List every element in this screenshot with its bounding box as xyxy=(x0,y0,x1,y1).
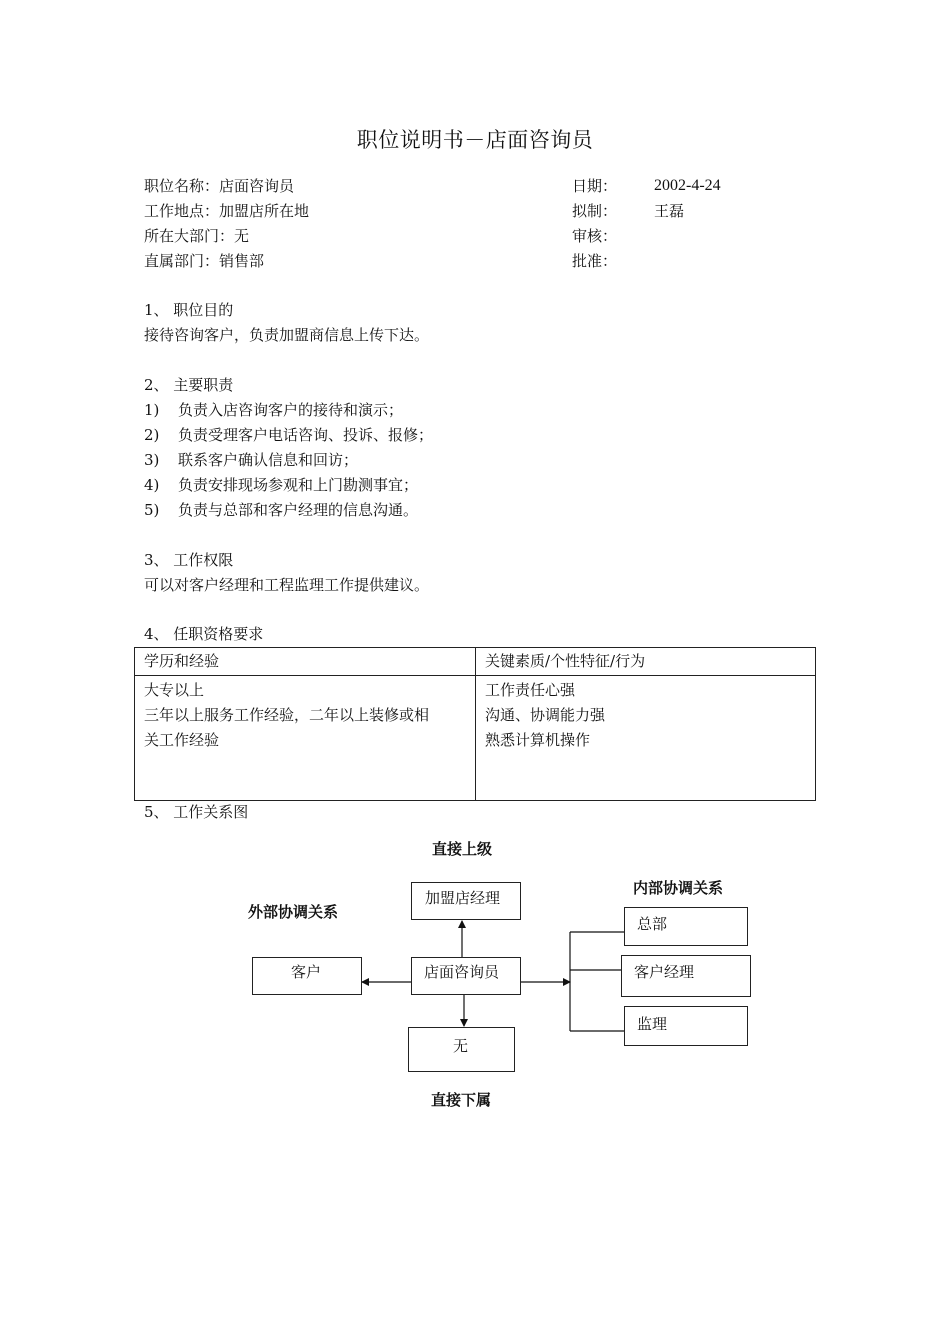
duty-text: 负责安排现场参观和上门勘测事宜； xyxy=(178,476,419,494)
superior-box: 加盟店经理 xyxy=(411,882,521,920)
table-header-education: 学历和经验 xyxy=(135,648,476,676)
quality-line: 熟悉计算机操作 xyxy=(485,731,591,749)
superior-label: 直接上级 xyxy=(432,840,493,858)
education-line: 三年以上服务工作经验，二年以上装修或相 xyxy=(144,706,430,724)
internal-box-customer-manager: 客户经理 xyxy=(621,955,751,997)
info-department: 所在大部门：无 xyxy=(144,227,250,245)
info-direct-department: 直属部门：销售部 xyxy=(144,252,265,270)
education-line: 大专以上 xyxy=(144,681,205,699)
quality-line: 沟通、协调能力强 xyxy=(485,706,606,724)
section3-text: 可以对客户经理和工程监理工作提供建议。 xyxy=(144,576,430,594)
center-position-box: 店面咨询员 xyxy=(411,957,521,995)
quality-line: 工作责任心强 xyxy=(485,681,576,699)
info-work-location: 工作地点：加盟店所在地 xyxy=(144,202,310,220)
internal-relations-label: 内部协调关系 xyxy=(633,879,724,897)
section1-heading: 1、 职位目的 xyxy=(144,301,234,319)
duty-text: 负责与总部和客户经理的信息沟通。 xyxy=(178,501,419,519)
internal-box-headquarters: 总部 xyxy=(624,907,748,946)
duty-number: 1) xyxy=(144,401,160,419)
info-position-name: 职位名称：店面咨询员 xyxy=(144,177,295,195)
duty-text: 负责受理客户电话咨询、投诉、报修； xyxy=(178,426,434,444)
external-customer-box: 客户 xyxy=(252,957,362,995)
info-date-label: 日期： xyxy=(572,177,618,195)
internal-box-supervisor: 监理 xyxy=(624,1006,748,1046)
education-line: 关工作经验 xyxy=(144,731,220,749)
section3-heading: 3、 工作权限 xyxy=(144,551,234,569)
section1-text: 接待咨询客户，负责加盟商信息上传下达。 xyxy=(144,326,430,344)
info-date-value: 2002-4-24 xyxy=(654,177,721,194)
duty-text: 负责入店咨询客户的接待和演示； xyxy=(178,401,404,419)
section5-heading: 5、 工作关系图 xyxy=(144,803,249,821)
info-drafter-label: 拟制： xyxy=(572,202,618,220)
external-relations-label: 外部协调关系 xyxy=(248,903,339,921)
duty-text: 联系客户确认信息和回访； xyxy=(178,451,359,469)
duty-number: 5) xyxy=(144,501,160,519)
subordinate-label: 直接下属 xyxy=(431,1091,492,1109)
duty-number: 2) xyxy=(144,426,160,444)
info-drafter-value: 王磊 xyxy=(654,202,685,220)
info-reviewer-label: 审核： xyxy=(572,227,618,245)
page-title: 职位说明书－店面咨询员 xyxy=(356,128,594,152)
duty-number: 3) xyxy=(144,451,160,469)
duty-number: 4) xyxy=(144,476,160,494)
info-approver-label: 批准： xyxy=(572,252,618,270)
section2-heading: 2、 主要职责 xyxy=(144,376,234,394)
subordinate-box: 无 xyxy=(408,1027,515,1072)
table-header-qualities: 关键素质/个性特征/行为 xyxy=(476,648,816,676)
section4-heading: 4、 任职资格要求 xyxy=(144,625,264,643)
